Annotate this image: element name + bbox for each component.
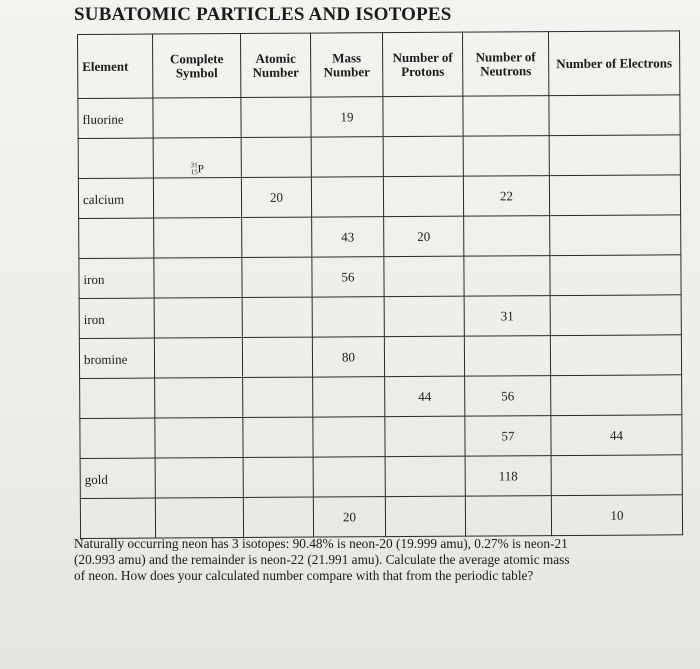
isotope-symbol: [191, 150, 204, 176]
cell-complete-symbol: [154, 337, 242, 378]
cell-neutrons: [465, 496, 551, 537]
header-element: Element: [78, 34, 153, 98]
cell-element: [78, 138, 153, 178]
cell-text: 118: [498, 468, 518, 484]
cell-text: 20: [269, 189, 284, 205]
cell-electrons: [549, 135, 680, 176]
isotope-table-container: [77, 30, 682, 539]
cell-element: [80, 418, 155, 458]
cell-mass-number: [312, 337, 384, 377]
table-row: [80, 415, 682, 459]
cell-complete-symbol: [155, 417, 243, 458]
table-row: [80, 495, 682, 539]
cell-text: 56: [341, 269, 355, 285]
question-line: of neon. How does your calculated number compare with that from the periodic table?: [74, 568, 534, 583]
cell-text: 31: [500, 308, 514, 324]
cell-text: calcium: [82, 191, 125, 207]
cell-electrons: [551, 375, 682, 416]
cell-text: 20: [417, 228, 431, 244]
cell-element: [78, 178, 153, 218]
cell-electrons: [549, 95, 680, 136]
cell-neutrons: [465, 416, 551, 457]
table-row: [78, 135, 680, 179]
cell-neutrons: [463, 96, 549, 137]
cell-neutrons: [465, 376, 551, 417]
cell-neutrons: [464, 296, 550, 337]
table-row: [79, 215, 681, 259]
header-mass-number: Mass Number: [310, 33, 382, 97]
cell-protons: [385, 376, 465, 416]
cell-electrons: [549, 175, 680, 216]
cell-protons: [384, 336, 464, 376]
cell-text: iron: [83, 271, 105, 287]
cell-mass-number: [311, 137, 383, 177]
cell-text: 43: [341, 229, 355, 245]
cell-atomic-number: [243, 457, 313, 497]
cell-atomic-number: [242, 337, 312, 377]
cell-protons: [383, 96, 463, 136]
cell-complete-symbol: [154, 217, 242, 258]
header-neutrons: Number of Neutrons: [462, 32, 548, 97]
cell-electrons: [550, 295, 681, 336]
cell-mass-number: [312, 257, 384, 297]
cell-mass-number: [311, 97, 383, 137]
cell-atomic-number: [242, 297, 312, 337]
cell-text: 56: [501, 388, 515, 404]
isotope-mass-number: 31: [190, 161, 198, 170]
question-line: (20.993 amu) and the remainder is neon-22 (21.991 amu). Calculate the average atomic mass: [74, 552, 570, 567]
cell-text: iron: [83, 311, 105, 327]
cell-element: [79, 258, 154, 298]
cell-atomic-number: [241, 97, 311, 137]
cell-protons: [385, 416, 465, 456]
isotope-atomic-number: 15: [190, 168, 198, 177]
header-protons: Number of Protons: [382, 32, 462, 96]
cell-neutrons: [463, 176, 549, 217]
cell-mass-number: [312, 297, 384, 337]
table-header-row: [78, 31, 680, 99]
cell-complete-symbol: [154, 257, 242, 298]
cell-atomic-number: [241, 137, 311, 177]
cell-electrons: [551, 455, 682, 496]
cell-protons: [383, 136, 463, 176]
cell-complete-symbol: [155, 497, 243, 538]
header-complete-symbol: Complete Symbol: [153, 34, 241, 99]
cell-atomic-number: [243, 497, 313, 537]
table-row: [79, 255, 681, 299]
cell-mass-number: [311, 177, 383, 217]
page-title: SUBATOMIC PARTICLES AND ISOTOPES: [74, 4, 452, 25]
cell-protons: [385, 456, 465, 496]
isotope-table: [77, 30, 683, 539]
table-row: [80, 455, 682, 499]
cell-element: [79, 298, 154, 338]
cell-element: [80, 458, 155, 498]
cell-electrons: [550, 215, 681, 256]
cell-text: 19: [340, 109, 354, 125]
cell-protons: [384, 256, 464, 296]
cell-element: [80, 378, 155, 418]
cell-text: 44: [609, 427, 624, 443]
isotope-element-symbol: P: [197, 162, 204, 175]
table-row: [80, 375, 682, 419]
cell-complete-symbol: [154, 297, 242, 338]
cell-element: [80, 498, 155, 538]
cell-electrons: [551, 415, 682, 456]
cell-complete-symbol: [153, 137, 241, 178]
header-atomic-number: Atomic Number: [241, 33, 311, 97]
cell-complete-symbol: [155, 457, 243, 498]
cell-atomic-number: [242, 257, 312, 297]
cell-text: 44: [418, 388, 432, 404]
cell-mass-number: [313, 377, 385, 417]
cell-protons: [384, 296, 464, 336]
cell-complete-symbol: [155, 377, 243, 418]
cell-mass-number: [313, 457, 385, 497]
cell-text: bromine: [83, 351, 128, 367]
table-row: [79, 335, 681, 379]
cell-text: fluorine: [82, 111, 124, 127]
header-electrons: Number of Electrons: [548, 31, 679, 96]
cell-protons: [385, 496, 465, 536]
cell-neutrons: [464, 256, 550, 297]
cell-mass-number: [313, 497, 385, 537]
neon-question: [74, 536, 678, 584]
cell-atomic-number: [242, 217, 312, 257]
cell-text: 22: [499, 188, 514, 204]
cell-electrons: [551, 495, 682, 536]
isotope-numbers: [191, 162, 198, 176]
cell-protons: [383, 176, 463, 216]
cell-text: 80: [341, 349, 356, 365]
cell-atomic-number: [243, 377, 313, 417]
cell-element: [78, 98, 153, 138]
cell-neutrons: [463, 136, 549, 177]
cell-text: gold: [84, 471, 108, 487]
question-line: Naturally occurring neon has 3 isotopes: 90.48% is neon-20 (19.999 amu), 0.27% is neon-21: [74, 536, 568, 551]
cell-mass-number: [312, 217, 384, 257]
table-row: [79, 295, 681, 339]
cell-electrons: [550, 335, 681, 376]
cell-element: [79, 218, 154, 258]
cell-neutrons: [464, 216, 550, 257]
cell-electrons: [550, 255, 681, 296]
cell-atomic-number: [241, 177, 311, 217]
cell-neutrons: [465, 456, 551, 497]
cell-complete-symbol: [153, 177, 241, 218]
cell-text: 20: [342, 509, 357, 525]
table-row: [78, 95, 680, 139]
cell-text: 10: [610, 507, 624, 523]
table-row: [78, 175, 680, 219]
cell-atomic-number: [243, 417, 313, 457]
cell-complete-symbol: [153, 98, 241, 139]
cell-element: [79, 338, 154, 378]
cell-neutrons: [464, 336, 550, 377]
cell-mass-number: [313, 417, 385, 457]
cell-protons: [384, 216, 464, 256]
cell-text: 57: [501, 428, 515, 444]
